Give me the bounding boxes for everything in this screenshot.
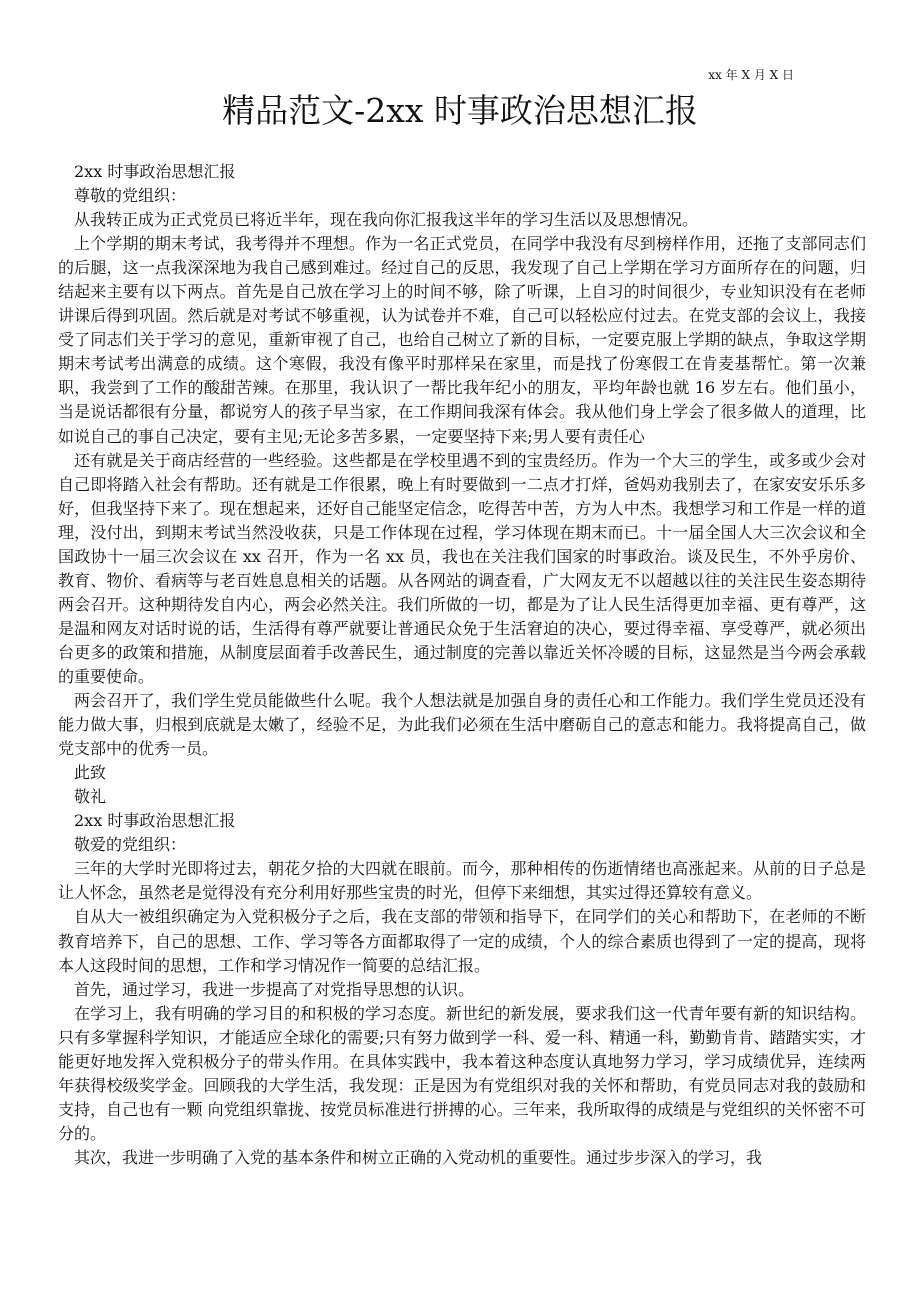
document-title: 精品范文-2xx 时事政治思想汇报 bbox=[222, 91, 698, 130]
report-date: xx 年 X 月 X 日 bbox=[708, 68, 794, 82]
body-paragraph: 从我转正成为正式党员已将近半年，现在我向你汇报我这半年的学习生活以及思想情况。 bbox=[74, 210, 699, 230]
salutation: 敬爱的党组织： bbox=[74, 835, 187, 855]
body-paragraph: 上个学期的期末考试，我考得并不理想。作为一名正式党员，在同学中我没有尽到榜样作用，还拖了支部同志们的后腿，这一点我深深地为我自己感到难过。经过自己的反思，我发现了自己上学期在学习方面所存在的问题，归结起来主要有以下两点。首先是自己放在学习上的时间不够，除了听课，上自习的时间很少，专业知识没有在老师讲课后得到巩固。然后就是对考试不够重视，认为试卷并不难，自己可以轻松应付过去。在党支部的会议上，我接受了同志们关于学习的意见，重新审视了自己，也给自己树立了新的目标，一定要克服上学期的缺点，争取这学期期末考试考出满意的成绩。这个寒假，我没有像平时那样呆在家里，而是找了份寒假工在肯麦基帮忙。第一次兼职，我尝到了工作的酸甜苦辣。在那里，我认识了一帮比我年纪小的朋友，平均年龄也就 16 岁左右。他们虽小，当是说话都很有分量，都说穷人的孩子早当家，在工作期间我深有体会。我从他们身上学会了很多做人的道理，比如说自己的事自己决定，要有主见;无论多苦多累，一定要坚持下来;男人要有责任心 bbox=[58, 234, 866, 446]
document-body bbox=[58, 160, 866, 1170]
body-paragraph: 还有就是关于商店经营的一些经验。这些都是在学校里遇不到的宝贵经历。作为一个大三的学生，或多或少会对自己即将踏入社会有帮助。还有就是工作很累，晚上有时要做到一二点才打烊，爸妈劝我别去了，在家安安乐乐多好，但我坚持下来了。现在想起来，还好自己能坚定信念，吃得苦中苦，方为人中杰。我想学习和工作是一样的道理，没付出，到期末考试当然没收获，只是工作体现在过程，学习体现在期末而已。十一届全国人大三次会议和全国政协十一届三次会议在 xx 召开，作为一名 xx 员，我也在关注我们国家的时事政治。谈及民生，不外乎房价、教育、物价、看病等与老百姓息息相关的话题。从各网站的调查看，广大网友无不以超越以往的关注民生姿态期待两会召开。这种期待发自内心，两会必然关注。我们所做的一切，都是为了让人民生活得更加幸福、更有尊严，这是温和网友对话时说的话，生活得有尊严就要让普通民众免于生活窘迫的决心，要过得幸福、享受尊严，就必须出台更多的政策和措施，从制度层面着手改善民生，通过制度的完善以靠近关怀冷暖的目标，这显然是当今两会承载的重要使命。 bbox=[58, 450, 866, 686]
section-heading: 2xx 时事政治思想汇报 bbox=[74, 162, 236, 181]
section-heading: 2xx 时事政治思想汇报 bbox=[74, 811, 236, 831]
closing-line: 此致 bbox=[74, 763, 107, 783]
salutation: 尊敬的党组织： bbox=[74, 186, 187, 206]
body-paragraph: 在学习上，我有明确的学习目的和积极的学习态度。新世纪的新发展，要求我们这一代青年要有新的知识结构。只有多掌握科学知识，才能适应全球化的需要;只有努力做到学一科、爱一科、精通一科，勤勤肯肯、踏踏实实，才能更好地发挥入党积极分子的带头作用。在具体实践中，我本着这种态度认真地努力学习，学习成绩优异，连续两年获得校级奖学金。回顾我的大学生活，我发现：正是因为有党组织对我的关怀和帮助，有党员同志对我的鼓励和支持，自己也有一颗 向党组织靠拢、按党员标准进行拼搏的心。三年来，我所取得的成绩是与党组织的关怀密不可分的。 bbox=[58, 1003, 866, 1143]
closing-line: 敬礼 bbox=[74, 787, 107, 807]
body-paragraph: 首先，通过学习，我进一步提高了对党指导思想的认识。 bbox=[74, 979, 475, 999]
body-paragraph: 其次，我进一步明确了入党的基本条件和树立正确的入党动机的重要性。通过步步深入的学习，我 bbox=[74, 1147, 763, 1167]
body-paragraph: 两会召开了，我们学生党员能做些什么呢。我个人想法就是加强自身的责任心和工作能力。我们学生党员还没有能力做大事，归根到底就是太嫩了，经验不足，为此我们必须在生活中磨砺自己的意志和能力。我将提高自己，做党支部中的优秀一员。 bbox=[58, 691, 866, 759]
body-paragraph: 自从大一被组织确定为入党积极分子之后，我在支部的带领和指导下，在同学们的关心和帮助下，在老师的不断教育培养下，自己的思想、工作、学习等各方面都取得了一定的成绩，个人的综合素质也得到了一定的提高，现将本人这段时间的思想，工作和学习情况作一简要的总结汇报。 bbox=[58, 907, 866, 975]
body-paragraph: 三年的大学时光即将过去，朝花夕拾的大四就在眼前。而今，那种相传的伤逝情绪也高涨起来。从前的日子总是让人怀念，虽然老是觉得没有充分利用好那些宝贵的时光，但停下来细想，其实过得还算较有意义。 bbox=[58, 859, 866, 903]
